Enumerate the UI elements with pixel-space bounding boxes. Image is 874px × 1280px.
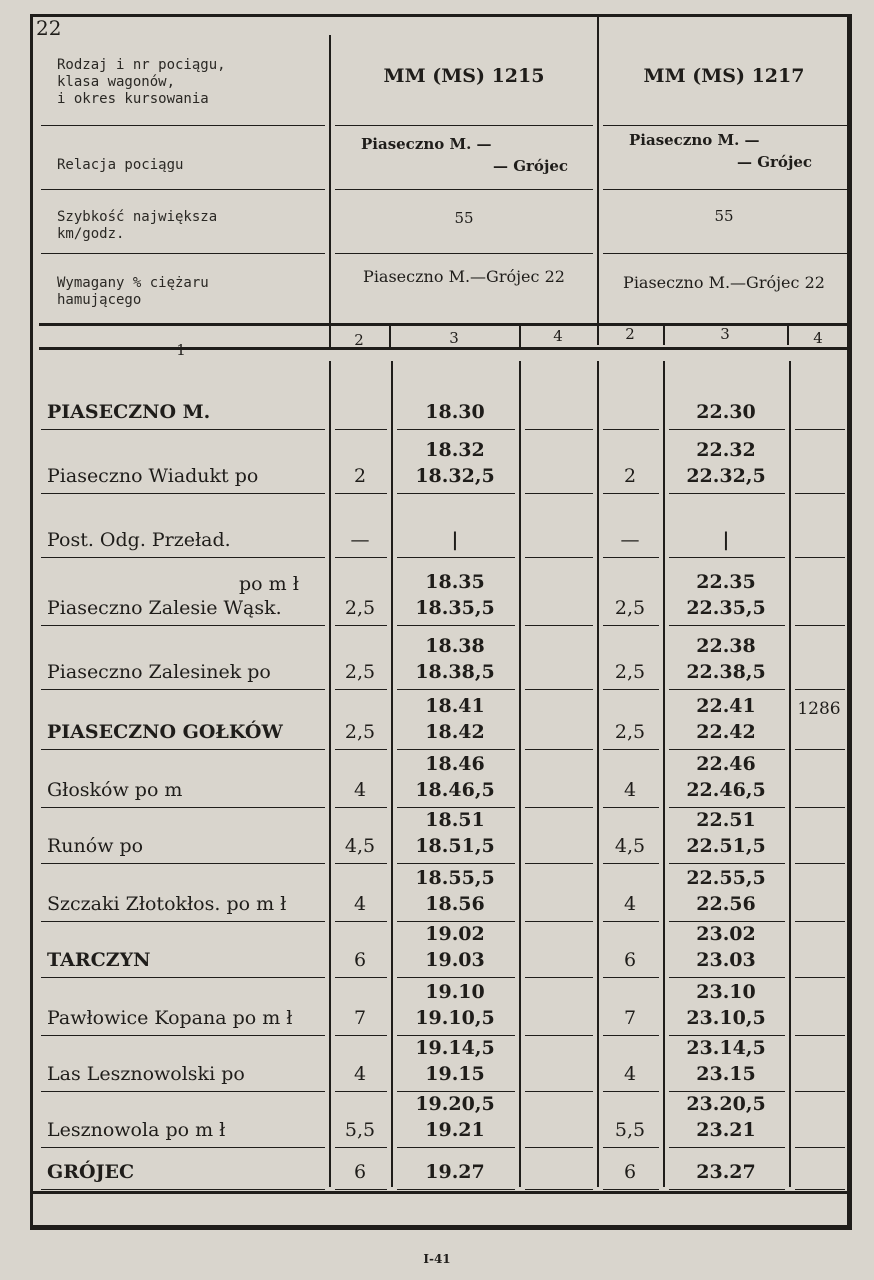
row-rule — [669, 625, 785, 626]
row-rule — [397, 1189, 515, 1190]
row-rule — [335, 807, 387, 808]
time-b-departure: 22.35,5 — [686, 597, 766, 619]
timetable-frame — [30, 14, 852, 1230]
row-rule — [397, 493, 515, 494]
colnum-vline — [519, 325, 521, 347]
row-rule — [397, 1147, 515, 1148]
time-b-arrival: 23.02 — [696, 923, 756, 945]
time-a-departure: 18.35,5 — [415, 597, 495, 619]
time-b-arrival: | — [722, 529, 730, 551]
time-a-departure: 19.21 — [425, 1119, 485, 1141]
header-divider — [41, 125, 325, 126]
body-vline — [519, 361, 521, 1187]
train-b-braking: Piaseczno M.—Grójec 22 — [623, 273, 825, 292]
time-a-arrival: 19.10 — [425, 981, 485, 1003]
distance-b: 5,5 — [614, 1119, 646, 1141]
distance-b: 6 — [623, 1161, 637, 1183]
time-b-arrival: 23.14,5 — [686, 1037, 766, 1059]
header-labels — [33, 17, 329, 323]
row-rule — [335, 749, 387, 750]
time-a-arrival: 19.27 — [425, 1161, 485, 1183]
row-rule — [795, 977, 845, 978]
row-rule — [603, 1091, 659, 1092]
row-rule — [795, 1189, 845, 1190]
header-divider — [335, 189, 593, 190]
row-rule — [41, 807, 325, 808]
row-rule — [525, 749, 593, 750]
time-a-arrival: 18.46 — [425, 753, 485, 775]
time-b-arrival: 22.30 — [696, 401, 756, 423]
header-divider — [603, 253, 847, 254]
colnum-vline — [787, 323, 789, 345]
train-a-relation-1: Piaseczno M. — — [361, 135, 492, 153]
row-rule — [397, 689, 515, 690]
row-rule — [41, 863, 325, 864]
station-name: Szczaki Złotokłos. po m ł — [47, 893, 287, 915]
row-rule — [335, 429, 387, 430]
time-a-departure: 19.15 — [425, 1063, 485, 1085]
station-note: po m ł — [239, 573, 299, 595]
time-a-departure: 18.42 — [425, 721, 485, 743]
station-name: PIASECZNO GOŁKÓW — [47, 721, 283, 743]
colnum-vline — [597, 323, 599, 345]
time-a-arrival: | — [451, 529, 459, 551]
distance-a: 2,5 — [344, 597, 376, 619]
row-rule — [669, 689, 785, 690]
row-rule — [525, 1147, 593, 1148]
row-rule — [603, 921, 659, 922]
time-b-departure: 22.38,5 — [686, 661, 766, 683]
row-rule — [335, 863, 387, 864]
train-a-relation-2: — Grójec — [493, 157, 569, 175]
row-rule — [525, 689, 593, 690]
header-divider — [603, 189, 847, 190]
distance-a: — — [350, 529, 370, 551]
time-b-departure: 23.03 — [696, 949, 756, 971]
time-a-arrival: 18.30 — [425, 401, 485, 423]
row-rule — [525, 1189, 593, 1190]
row-rule — [41, 689, 325, 690]
time-b-arrival: 22.46 — [696, 753, 756, 775]
row-rule — [795, 1147, 845, 1148]
row-rule — [335, 1035, 387, 1036]
row-rule — [669, 1189, 785, 1190]
row-rule — [669, 977, 785, 978]
header-divider — [603, 125, 847, 126]
row-rule — [795, 1035, 845, 1036]
label-relation: Relacja pociągu — [57, 157, 184, 173]
distance-a: 5,5 — [344, 1119, 376, 1141]
row-rule — [603, 807, 659, 808]
colnum-4b: 4 — [813, 329, 823, 347]
header-divider — [335, 253, 593, 254]
row-rule — [397, 749, 515, 750]
distance-a: 2,5 — [344, 661, 376, 683]
distance-b: 2,5 — [614, 597, 646, 619]
station-name: Piaseczno Zalesinek po — [47, 661, 271, 683]
time-a-arrival: 18.38 — [425, 635, 485, 657]
row-rule — [525, 625, 593, 626]
colnum-2b: 2 — [625, 325, 635, 343]
row-rule — [795, 1091, 845, 1092]
row-rule — [335, 557, 387, 558]
label-train-type: Rodzaj i nr pociągu, klasa wagonów, i okres kursowania — [57, 57, 226, 107]
row-rule — [603, 1189, 659, 1190]
time-a-departure: 19.10,5 — [415, 1007, 495, 1029]
distance-a: 4 — [353, 893, 367, 915]
colnum-2: 2 — [354, 331, 364, 349]
distance-b: 2 — [623, 465, 637, 487]
station-name: Las Lesznowolski po — [47, 1063, 245, 1085]
colnum-vline — [663, 323, 665, 345]
train-b-relation-2: — Grójec — [737, 153, 813, 171]
time-a-arrival: 18.32 — [425, 439, 485, 461]
row-rule — [525, 863, 593, 864]
train-a-braking: Piaseczno M.—Grójec 22 — [363, 267, 565, 286]
row-rule — [41, 749, 325, 750]
distance-b: 2,5 — [614, 721, 646, 743]
table-bottom-rule — [33, 1191, 849, 1194]
distance-a: 2,5 — [344, 721, 376, 743]
row-rule — [41, 1091, 325, 1092]
row-rule — [795, 863, 845, 864]
row-rule — [397, 977, 515, 978]
distance-b: 4,5 — [614, 835, 646, 857]
row-rule — [397, 557, 515, 558]
time-b-arrival: 23.10 — [696, 981, 756, 1003]
row-rule — [669, 557, 785, 558]
page-footer-code: I-41 — [423, 1252, 451, 1266]
time-a-departure: 18.51,5 — [415, 835, 495, 857]
row-rule — [525, 493, 593, 494]
distance-a: 6 — [353, 949, 367, 971]
row-rule — [41, 977, 325, 978]
time-b-departure: 23.21 — [696, 1119, 756, 1141]
station-name: Głosków po m — [47, 779, 183, 801]
time-a-departure: 18.38,5 — [415, 661, 495, 683]
row-rule — [397, 863, 515, 864]
station-name: Piaseczno Zalesie Wąsk. — [47, 597, 282, 619]
row-rule — [335, 493, 387, 494]
time-b-departure: 22.46,5 — [686, 779, 766, 801]
row-rule — [41, 921, 325, 922]
time-a-arrival: 19.20,5 — [415, 1093, 495, 1115]
row-rule — [335, 689, 387, 690]
train-a-title: MM (MS) 1215 — [383, 65, 545, 87]
row-rule — [669, 749, 785, 750]
row-rule — [41, 557, 325, 558]
time-a-departure: 18.56 — [425, 893, 485, 915]
train-b-remark: 1286 — [797, 699, 841, 719]
header-divider — [335, 125, 593, 126]
row-rule — [795, 557, 845, 558]
train-a-speed: 55 — [454, 209, 474, 227]
distance-b: — — [620, 529, 640, 551]
column-number-rule — [39, 347, 847, 350]
time-b-arrival: 22.41 — [696, 695, 756, 717]
time-a-departure: 18.46,5 — [415, 779, 495, 801]
time-b-arrival: 22.35 — [696, 571, 756, 593]
page-number: 22 — [36, 16, 62, 40]
row-rule — [525, 1091, 593, 1092]
row-rule — [525, 921, 593, 922]
time-a-arrival: 18.55,5 — [415, 867, 495, 889]
row-rule — [795, 625, 845, 626]
time-a-arrival: 18.41 — [425, 695, 485, 717]
row-rule — [41, 1035, 325, 1036]
time-b-arrival: 22.38 — [696, 635, 756, 657]
distance-b: 4 — [623, 893, 637, 915]
row-rule — [397, 429, 515, 430]
time-b-departure: 22.51,5 — [686, 835, 766, 857]
label-max-speed: Szybkość największa km/godz. — [57, 209, 218, 242]
row-rule — [795, 429, 845, 430]
row-rule — [603, 863, 659, 864]
label-braking: Wymagany % ciężaru hamującego — [57, 275, 209, 308]
time-b-arrival: 23.20,5 — [686, 1093, 766, 1115]
row-rule — [795, 807, 845, 808]
time-b-arrival: 22.32 — [696, 439, 756, 461]
time-b-departure: 22.56 — [696, 893, 756, 915]
row-rule — [603, 749, 659, 750]
colnum-1: 1 — [176, 341, 186, 359]
time-a-arrival: 19.02 — [425, 923, 485, 945]
distance-a: 7 — [353, 1007, 367, 1029]
row-rule — [335, 1091, 387, 1092]
colnum-3b: 3 — [720, 325, 730, 343]
header-divider — [41, 189, 325, 190]
row-rule — [335, 921, 387, 922]
row-rule — [525, 977, 593, 978]
row-rule — [41, 493, 325, 494]
time-a-arrival: 18.35 — [425, 571, 485, 593]
time-b-departure: 23.10,5 — [686, 1007, 766, 1029]
row-rule — [41, 1147, 325, 1148]
time-b-arrival: 22.55,5 — [686, 867, 766, 889]
row-rule — [335, 977, 387, 978]
colnum-vline — [389, 325, 391, 347]
row-rule — [603, 493, 659, 494]
station-name: Lesznowola po m ł — [47, 1119, 226, 1141]
row-rule — [41, 625, 325, 626]
time-b-departure: 22.32,5 — [686, 465, 766, 487]
row-rule — [397, 625, 515, 626]
distance-a: 6 — [353, 1161, 367, 1183]
distance-b: 4 — [623, 779, 637, 801]
body-vline — [789, 361, 791, 1187]
station-name: Pawłowice Kopana po m ł — [47, 1007, 293, 1029]
row-rule — [525, 429, 593, 430]
time-a-arrival: 18.51 — [425, 809, 485, 831]
row-rule — [525, 557, 593, 558]
distance-a: 4 — [353, 779, 367, 801]
row-rule — [669, 1147, 785, 1148]
distance-a: 4,5 — [344, 835, 376, 857]
header-divider — [41, 253, 325, 254]
row-rule — [603, 557, 659, 558]
row-rule — [335, 625, 387, 626]
row-rule — [795, 921, 845, 922]
station-name: TARCZYN — [47, 949, 151, 971]
colnum-4: 4 — [553, 327, 563, 345]
row-rule — [335, 1147, 387, 1148]
row-rule — [603, 1035, 659, 1036]
distance-b: 6 — [623, 949, 637, 971]
station-name: Post. Odg. Przeład. — [47, 529, 231, 551]
train-b-speed: 55 — [714, 207, 734, 225]
row-rule — [669, 493, 785, 494]
distance-a: 2 — [353, 465, 367, 487]
train-b-relation-1: Piaseczno M. — — [629, 131, 760, 149]
time-b-departure: 23.15 — [696, 1063, 756, 1085]
time-a-departure: 19.03 — [425, 949, 485, 971]
distance-a: 4 — [353, 1063, 367, 1085]
time-a-arrival: 19.14,5 — [415, 1037, 495, 1059]
row-rule — [795, 689, 845, 690]
row-rule — [41, 429, 325, 430]
distance-b: 7 — [623, 1007, 637, 1029]
row-rule — [669, 429, 785, 430]
time-a-departure: 18.32,5 — [415, 465, 495, 487]
distance-b: 2,5 — [614, 661, 646, 683]
station-name: GRÓJEC — [47, 1161, 135, 1183]
row-rule — [669, 863, 785, 864]
train-b-title: MM (MS) 1217 — [643, 65, 805, 87]
row-rule — [603, 625, 659, 626]
row-rule — [525, 1035, 593, 1036]
row-rule — [603, 689, 659, 690]
station-name: Runów po — [47, 835, 144, 857]
row-rule — [795, 749, 845, 750]
row-rule — [795, 493, 845, 494]
row-rule — [335, 1189, 387, 1190]
colnum-vline — [329, 325, 331, 347]
time-b-departure: 22.42 — [696, 721, 756, 743]
time-b-arrival: 22.51 — [696, 809, 756, 831]
row-rule — [41, 1189, 325, 1190]
row-rule — [603, 1147, 659, 1148]
row-rule — [525, 807, 593, 808]
colnum-3: 3 — [449, 329, 459, 347]
station-name: PIASECZNO M. — [47, 401, 211, 423]
station-name: Piaseczno Wiadukt po — [47, 465, 259, 487]
distance-b: 4 — [623, 1063, 637, 1085]
time-b-arrival: 23.27 — [696, 1161, 756, 1183]
row-rule — [603, 977, 659, 978]
row-rule — [603, 429, 659, 430]
